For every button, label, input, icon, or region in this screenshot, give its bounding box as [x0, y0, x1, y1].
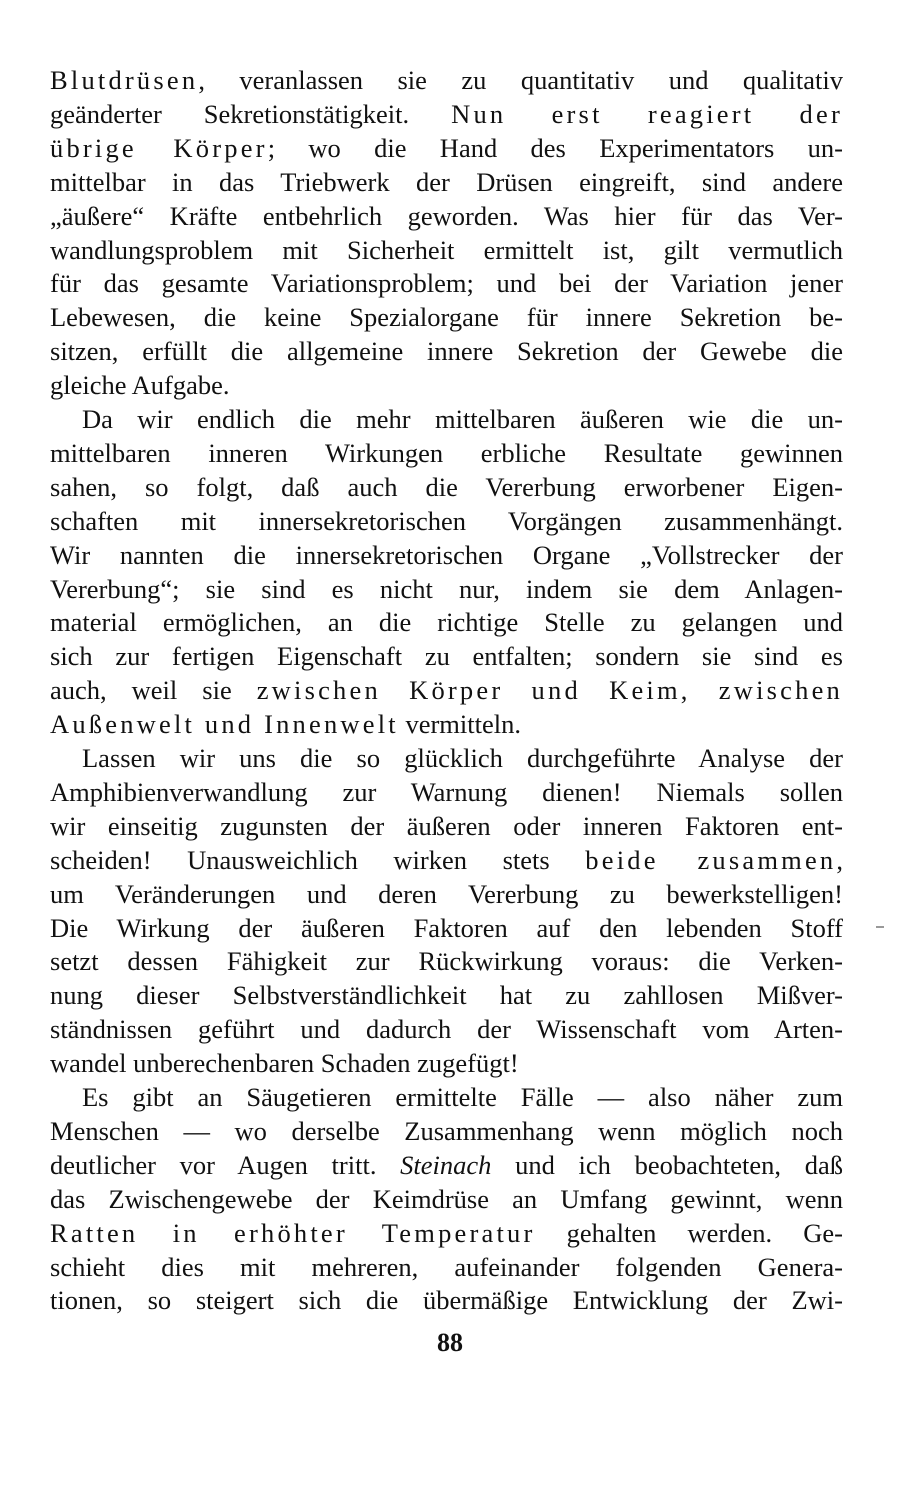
italic-name: Steinach — [400, 1149, 492, 1180]
text-line — [50, 1181, 843, 1217]
text-run: , veranlassen sie zu quantitativ und qualitativ — [198, 65, 843, 95]
text-line — [50, 943, 843, 979]
text-line — [50, 1011, 843, 1047]
text-line — [50, 706, 843, 742]
text-line — [50, 164, 843, 200]
text-line — [50, 1079, 843, 1115]
text-run: vermitteln. — [398, 709, 522, 740]
text-run: Es gibt an Säugetieren ermittelte Fälle — also näher zum — [82, 1082, 843, 1112]
text-line — [50, 265, 843, 301]
text-run: ; wo die Hand des Experimentators un- — [267, 132, 843, 163]
spaced-emphasis: Außenwelt und Innenwelt — [50, 709, 399, 740]
text-line — [50, 638, 843, 674]
text-line — [50, 1113, 843, 1149]
text-run: Lebewesen, die keine Spezialorgane für innere Sekretion be- — [50, 302, 843, 333]
text-run: wandel unberechenbaren Schaden zugefügt! — [50, 1048, 519, 1079]
text-line — [50, 232, 843, 268]
text-run: material ermöglichen, an die richtige Stelle zu gelangen und — [50, 607, 843, 638]
text-line — [50, 774, 843, 810]
text-run: schieht dies mit mehreren, aufeinander folgenden Genera- — [50, 1251, 843, 1282]
text-line — [50, 808, 843, 844]
text-line — [50, 1045, 843, 1081]
text-line — [50, 604, 843, 640]
text-line — [50, 198, 843, 234]
text-run: scheiden! Unausweichlich wirken stets — [50, 844, 586, 875]
text-run: für das gesamte Variationsproblem; und bei der Variation jener — [50, 268, 843, 299]
text-run: Die Wirkung der äußeren Faktoren auf den lebenden Stoff — [50, 912, 843, 943]
text-run: mittelbaren inneren Wirkungen erbliche Resultate gewinnen — [50, 437, 843, 468]
text-line — [50, 672, 843, 708]
spaced-emphasis: beide zusammen — [585, 844, 837, 875]
text-line — [50, 503, 843, 539]
text-line — [50, 876, 843, 912]
spaced-emphasis: übrige Körper — [50, 132, 268, 163]
text-run: um Veränderungen und deren Vererbung zu bewerkstelligen! — [50, 878, 843, 909]
margin-mark — [876, 926, 884, 928]
spaced-emphasis: zwischen Körper und Keim, zwischen — [256, 675, 844, 706]
text-run: und ich beobachteten, daß — [491, 1149, 843, 1180]
text-run: gleiche Aufgabe. — [50, 370, 230, 401]
text-run: nung dieser Selbstverständlichkeit hat zu zahllosen Mißver- — [50, 980, 843, 1011]
text-line — [50, 401, 843, 437]
text-run: schaften mit innersekretorischen Vorgängen zusammenhängt. — [50, 505, 843, 536]
spaced-emphasis: Blutdrüsen — [50, 65, 199, 95]
text-run: gehalten werden. Ge- — [535, 1217, 843, 1248]
text-run: Lassen wir uns die so glücklich durchgeführte Analyse der — [82, 743, 843, 773]
text-line — [50, 977, 843, 1013]
text-run: Da wir endlich die mehr mittelbaren äußeren wie die un- — [82, 404, 843, 434]
text-line — [50, 130, 843, 166]
text-run: auch, weil sie — [50, 675, 257, 706]
page-number: 88 — [437, 1328, 463, 1357]
text-line — [50, 299, 843, 335]
text-line — [50, 571, 843, 607]
spaced-emphasis: Ratten in erhöhter Temperatur — [50, 1217, 536, 1248]
text-run: Vererbung“; sie sind es nicht nur, indem sie dem Anlagen- — [50, 573, 843, 604]
text-run: tionen, so steigert sich die übermäßige Entwicklung der Zwi- — [50, 1285, 843, 1316]
text-run: sahen, so folgt, daß auch die Vererbung erworbener Eigen- — [50, 471, 843, 502]
spaced-emphasis: Nun erst reagiert der — [451, 98, 843, 129]
text-run: Wir nannten die innersekretorischen Organe „Vollstrecker der — [50, 539, 843, 570]
text-run: deutlicher vor Augen tritt. — [50, 1149, 401, 1180]
text-run: „äußere“ Kräfte entbehrlich geworden. Was hier für das Ver- — [50, 200, 843, 231]
text-line — [50, 62, 843, 98]
text-line — [50, 842, 843, 878]
text-line — [50, 1147, 843, 1183]
text-line — [50, 469, 843, 505]
text-line — [50, 740, 843, 776]
text-line — [50, 1249, 843, 1285]
text-line — [50, 367, 843, 403]
text-run: Amphibienverwandlung zur Warnung dienen! Niemals sollen — [50, 776, 843, 807]
text-run: sich zur fertigen Eigenschaft zu entfalten; sondern sie sind es — [50, 641, 843, 672]
text-line — [50, 537, 843, 573]
text-run: geänderter Sekretionstätigkeit. — [50, 98, 452, 129]
text-run: setzt dessen Fähigkeit zur Rückwirkung voraus: die Verken- — [50, 946, 843, 977]
text-run: Menschen — wo derselbe Zusammenhang wenn möglich noch — [50, 1115, 843, 1146]
text-run: sitzen, erfüllt die allgemeine innere Sekretion der Gewebe die — [50, 336, 843, 367]
text-line — [50, 333, 843, 369]
text-run: ständnissen geführt und dadurch der Wissenschaft vom Arten- — [50, 1014, 843, 1045]
text-line — [50, 1282, 843, 1318]
text-line — [50, 96, 843, 132]
text-run: das Zwischengewebe der Keimdrüse an Umfang gewinnt, wenn — [50, 1183, 843, 1214]
text-line — [50, 1215, 843, 1251]
text-run: wir einseitig zugunsten der äußeren oder inneren Faktoren ent- — [50, 810, 843, 841]
text-run: , — [836, 844, 843, 875]
text-line — [50, 910, 843, 946]
text-run: wandlungsproblem mit Sicherheit ermittelt ist, gilt vermutlich — [50, 234, 843, 265]
text-run: mittelbar in das Triebwerk der Drüsen eingreift, sind andere — [50, 166, 843, 197]
text-line — [50, 435, 843, 471]
